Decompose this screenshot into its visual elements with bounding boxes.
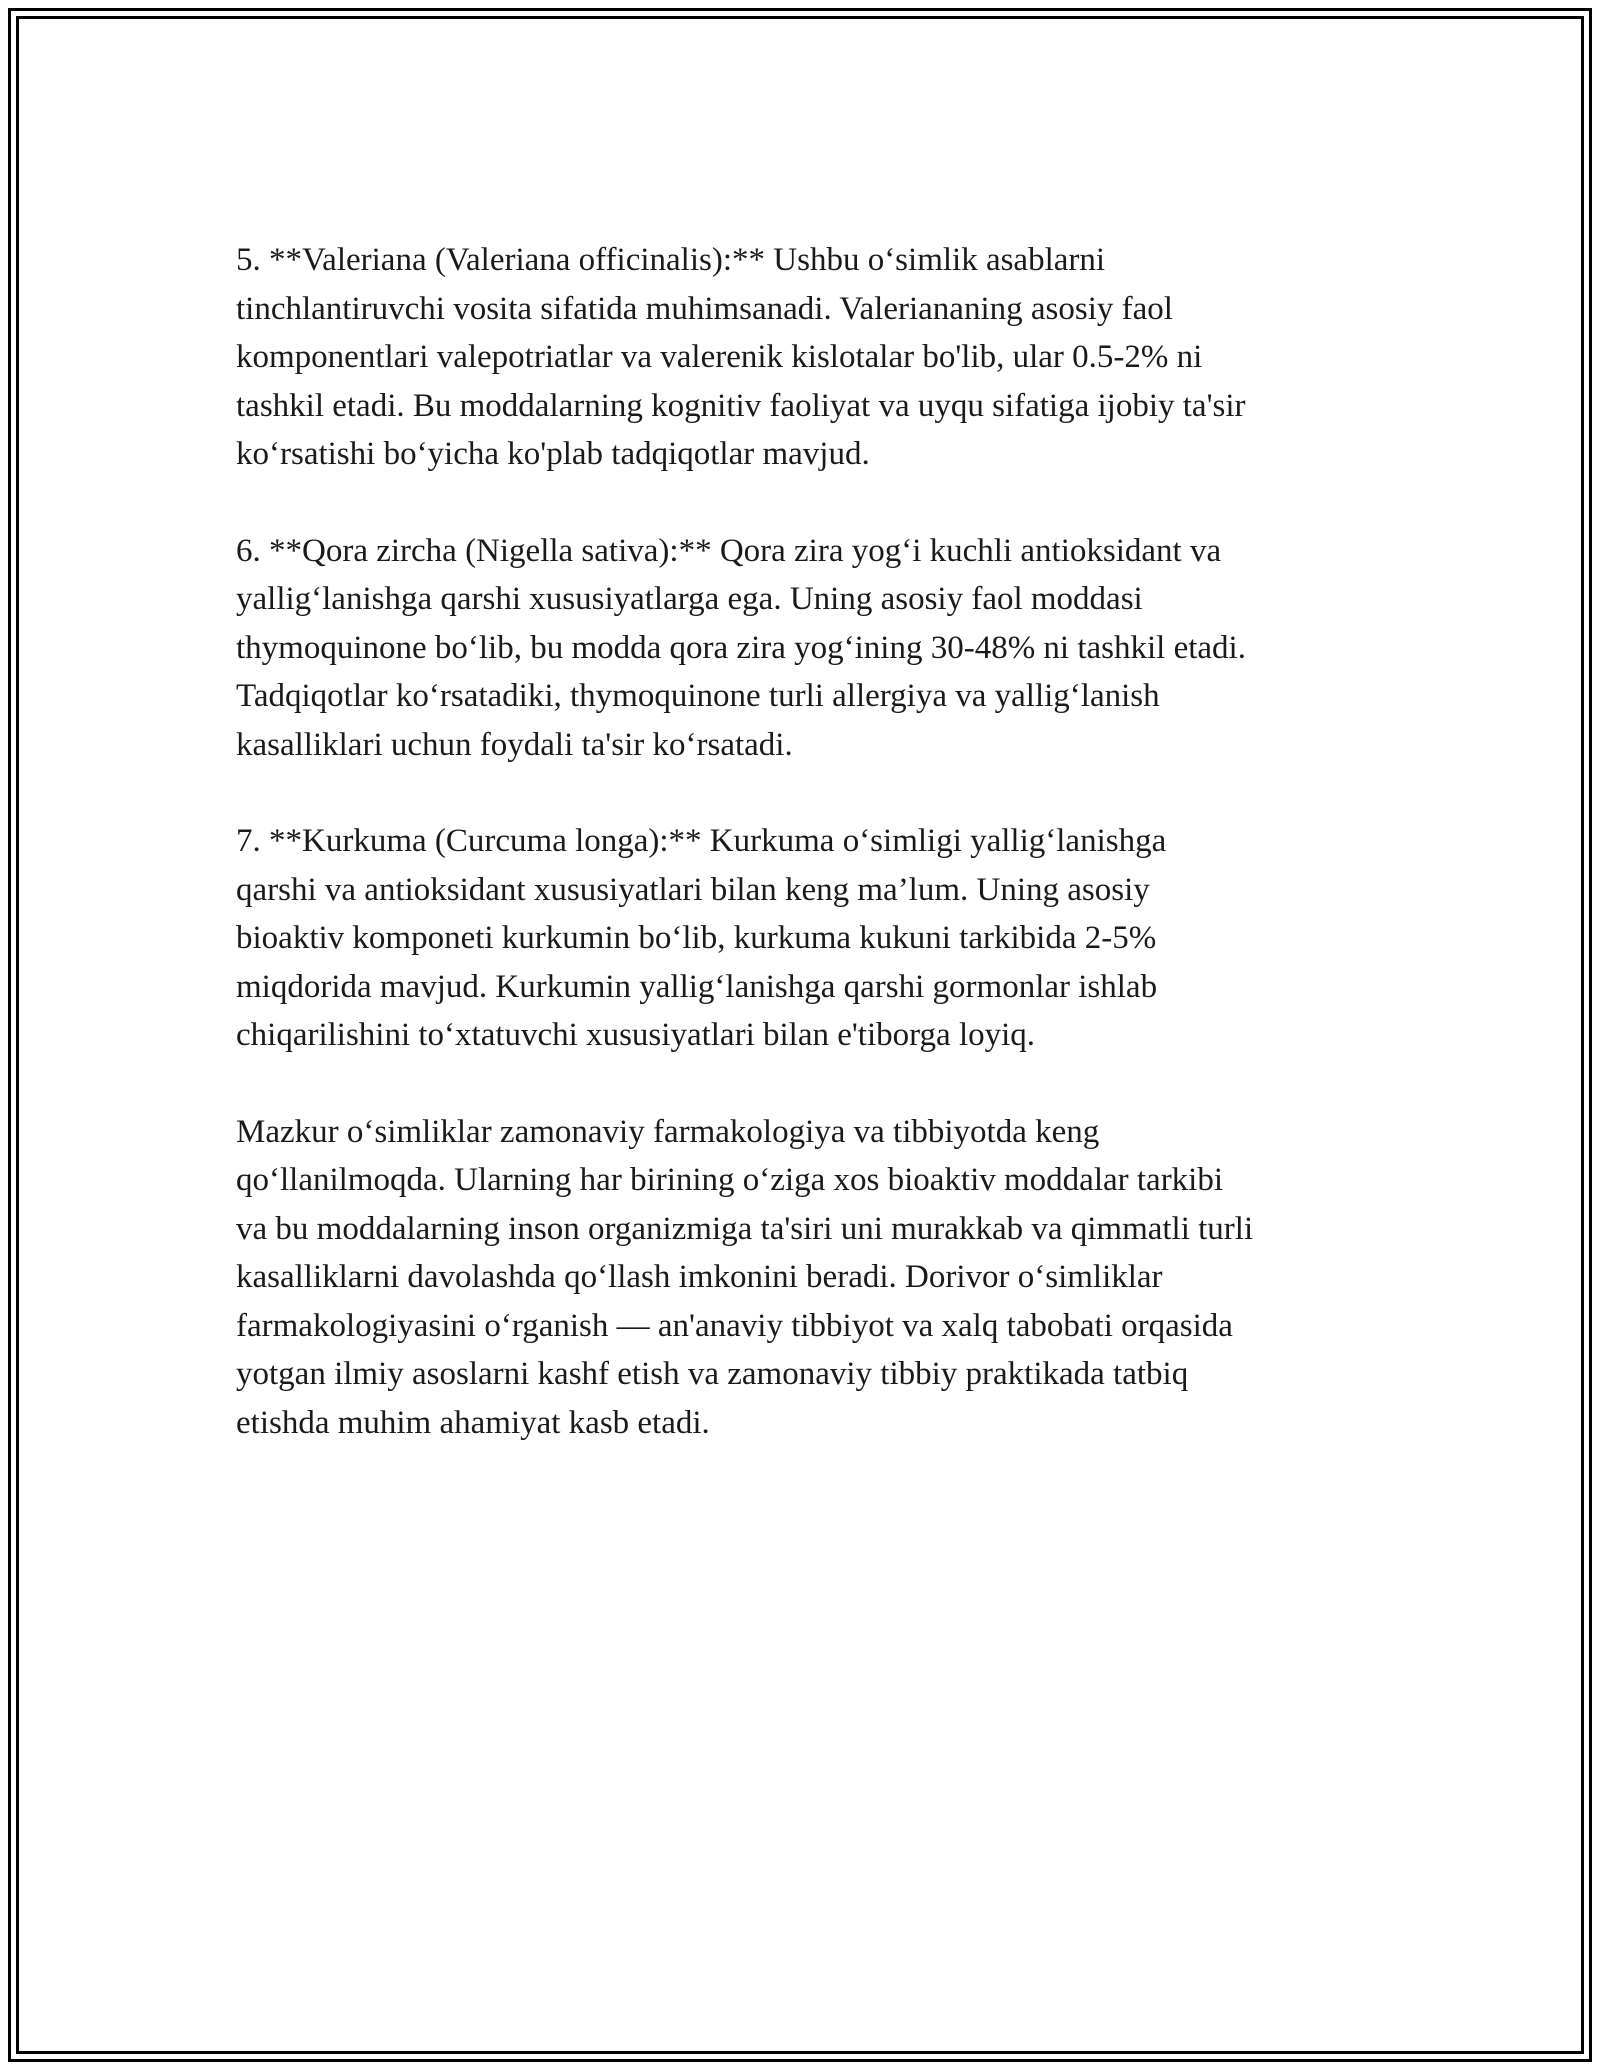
text-line: 7. **Kurkuma (Curcuma longa):** Kurkuma o‘simligi yallig‘lanishga: [236, 823, 1167, 859]
document-body: [236, 236, 1386, 1495]
text-line: Tadqiqotlar ko‘rsatadiki, thymoquinone turli allergiya va yallig‘lanish: [236, 678, 1160, 714]
text-line: ko‘rsatishi bo‘yicha ko'plab tadqiqotlar mavjud.: [236, 436, 870, 472]
text-line: qarshi va antioksidant xususiyatlari bilan keng ma’lum. Uning asosiy: [236, 871, 1150, 908]
paragraph-nigella: [236, 527, 1386, 770]
paragraph-conclusion: [236, 1108, 1386, 1448]
text-line: 6. **Qora zircha (Nigella sativa):** Qora zira yog‘i kuchli antioksidant va: [236, 532, 1222, 569]
text-line: etishda muhim ahamiyat kasb etadi.: [236, 1404, 710, 1441]
text-line: kasalliklarni davolashda qo‘llash imkonini beradi. Dorivor o‘simliklar: [236, 1259, 1163, 1295]
text-line: 5. **Valeriana (Valeriana officinalis):** Ushbu o‘simlik asablarni: [236, 242, 1106, 278]
paragraph-valeriana: [236, 236, 1386, 479]
text-line: qo‘llanilmoqda. Ularning har birining o‘ziga xos bioaktiv moddalar tarkibi: [236, 1162, 1224, 1198]
paragraph-kurkuma: [236, 817, 1386, 1060]
text-line: tashkil etadi. Bu moddalarning kognitiv faoliyat va uyqu sifatiga ijobiy ta'sir: [236, 387, 1246, 424]
text-line: tinchlantiruvchi vosita sifatida muhimsanadi. Valeriananing asosiy faol: [236, 290, 1173, 327]
text-line: kasalliklari uchun foydali ta'sir ko‘rsatadi.: [236, 726, 793, 763]
text-line: va bu moddalarning inson organizmiga ta'siri uni murakkab va qimmatli turli: [236, 1210, 1254, 1247]
text-line: yallig‘lanishga qarshi xususiyatlarga ega. Uning asosiy faol moddasi: [236, 581, 1143, 617]
text-line: thymoquinone bo‘lib, bu modda qora zira yog‘ining 30-48% ni tashkil etadi.: [236, 629, 1246, 666]
text-line: miqdorida mavjud. Kurkumin yallig‘lanishga qarshi gormonlar ishlab: [236, 968, 1158, 1005]
text-line: bioaktiv komponeti kurkumin bo‘lib, kurkuma kukuni tarkibida 2-5%: [236, 920, 1157, 956]
text-line: Mazkur o‘simliklar zamonaviy farmakologiya va tibbiyotda keng: [236, 1113, 1100, 1150]
text-line: komponentlari valepotriatlar va valerenik kislotalar bo'lib, ular 0.5-2% ni: [236, 339, 1203, 375]
text-line: yotgan ilmiy asoslarni kashf etish va zamonaviy tibbiy praktikada tatbiq: [236, 1356, 1189, 1392]
text-line: chiqarilishini to‘xtatuvchi xususiyatlari bilan e'tiborga loyiq.: [236, 1017, 1036, 1053]
text-line: farmakologiyasini o‘rganish — an'anaviy tibbiyot va xalq tabobati orqasida: [236, 1307, 1233, 1344]
